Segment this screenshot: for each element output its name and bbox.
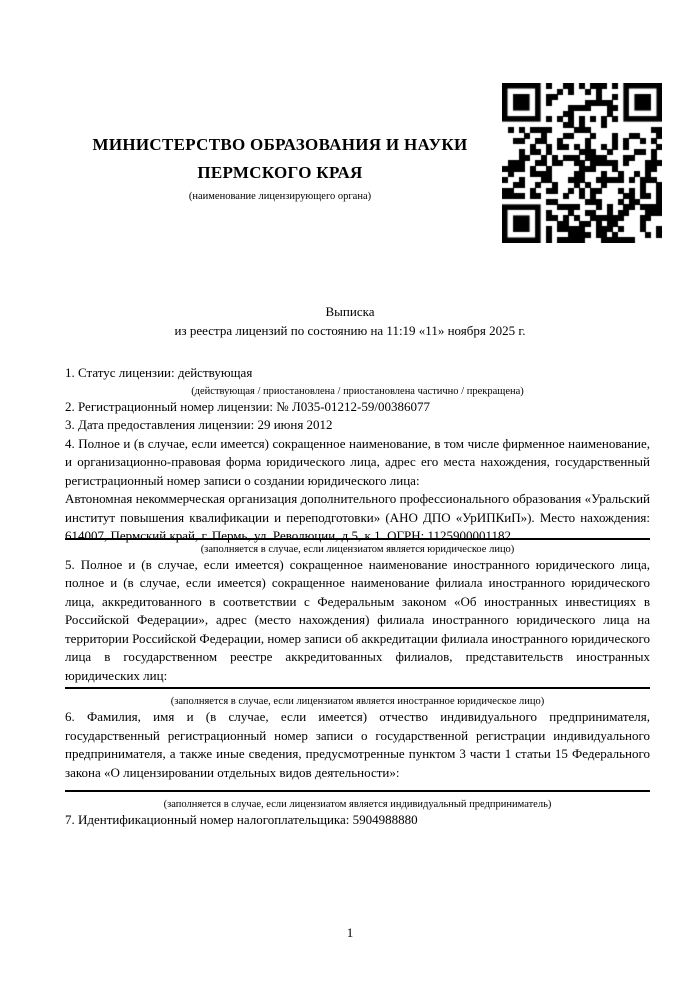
licensing-authority-header bbox=[40, 131, 520, 204]
fill-line bbox=[65, 687, 650, 689]
item-2-registration-number: 2. Регистрационный номер лицензии: № Л035-01212-59/00386077 bbox=[65, 398, 431, 414]
foreign-entity-caption: (заполняется в случае, если лицензиатом является иностранное юридическое лицо) bbox=[170, 696, 545, 707]
legal-entity-caption: (заполняется в случае, если лицензиатом является юридическое лицо) bbox=[200, 543, 515, 555]
item-4-legal-entity-info: 4. Полное и (в случае, если имеется) сокращенное наименование, в том числе фирменное наименование, и организационно-правовая форма юридического лица, адрес его места нахождения, государственный регистрационный номер записи о создании юридического лица: bbox=[65, 435, 650, 488]
item-7-taxpayer-number: 7. Идентификационный номер налогоплательщика: 5904988880 bbox=[65, 812, 418, 827]
document-subtitle: из реестра лицензий по состоянию на 11:19 «11» ноября 2025 г. bbox=[174, 322, 526, 338]
ministry-name-line2: ПЕРМСКОГО КРАЯ bbox=[197, 163, 363, 182]
item-4-legal-entity-value: Автономная некоммерческая организация дополнительного профессионального образования «Уральский институт повышения квалификации и переподготовки» (АНО ДПО «УрИПКиП»). Место нахождения: 614007, Пермский край, г. Пермь, ул. Революции, д.5, к.1. ОГРН: 1125900001182. bbox=[65, 491, 650, 543]
item-6-entrepreneur-info: 6. Фамилия, имя и (в случае, если имеется) отчество индивидуального предпринимателя, государственный регистрационный номер записи о государственной регистрации индивидуального предпринимателя, а также иные сведения, предусмотренные пунктом 3 части 1 статьи 15 Федерального закона «О лицензировании отдельных видов деятельности»: bbox=[65, 709, 650, 780]
fill-line bbox=[65, 790, 650, 792]
entrepreneur-caption: (заполняется в случае, если лицензиатом является индивидуальный предприниматель) bbox=[163, 799, 552, 810]
ministry-name-caption: (наименование лицензирующего органа) bbox=[188, 191, 372, 202]
item-1-license-status: 1. Статус лицензии: действующая bbox=[65, 365, 253, 380]
page-number: 1 bbox=[346, 925, 354, 940]
document-body bbox=[65, 364, 650, 830]
document-title: Выписка bbox=[325, 304, 375, 319]
ministry-name-line1: МИНИСТЕРСТВО ОБРАЗОВАНИЯ И НАУКИ bbox=[92, 135, 468, 154]
qr-code bbox=[502, 83, 662, 243]
document-title-block bbox=[0, 303, 700, 340]
status-options-caption: (действующая / приостановлена / приостановлена частично / прекращена) bbox=[191, 385, 524, 397]
item-3-grant-date: 3. Дата предоставления лицензии: 29 июня 2012 bbox=[65, 417, 333, 432]
item-5-foreign-entity-info: 5. Полное и (в случае, если имеется) сокращенное наименование иностранного юридического лица, полное и (в случае, если имеется) сокращенное наименование филиала иностранного юридического лица, аккредитованного в соответствии с Федеральным законом «Об иностранных инвестициях в Российской Федерации», адрес (место нахождения) филиала иностранного юридического лица на территории Российской Федерации, номер записи об аккредитации филиала иностранного юридического лица в государственном реестре аккредитованных филиалов, представительств иностранных юридических лиц: bbox=[65, 556, 650, 683]
